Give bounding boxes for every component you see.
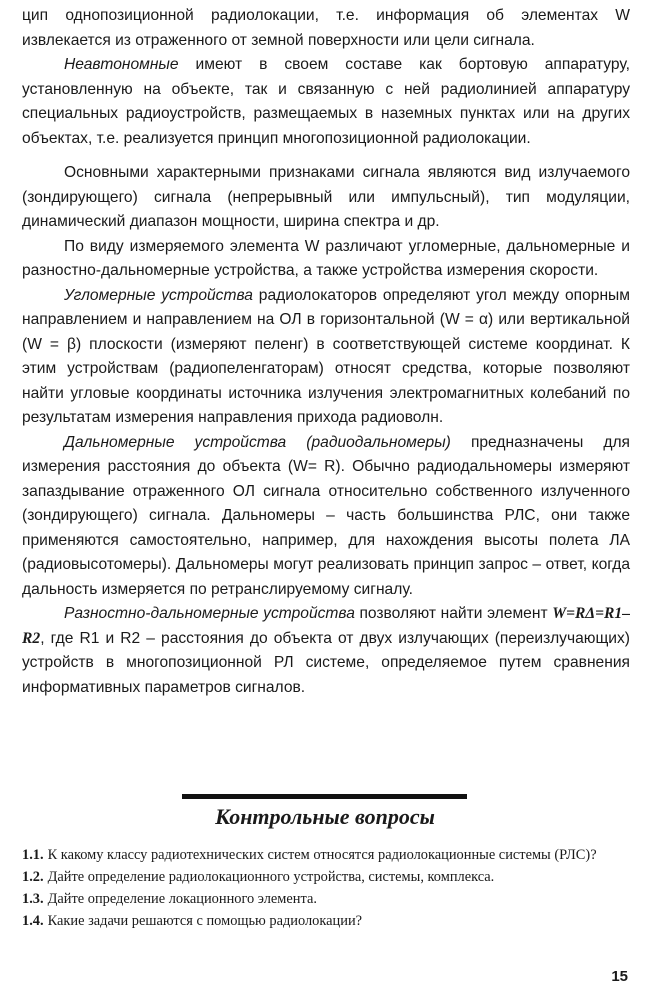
question-number: 1.4. — [22, 913, 44, 929]
question-number: 1.2. — [22, 869, 44, 885]
body-text — [22, 4, 630, 700]
paragraph-difference-rangefinder-text2: , где R1 и R2 – расстояния до объекта от двух излучающих (переизлучающих) устройств в многопозиционной РЛ системе, определяемое путем сравнения информативных параметров сигналов. — [22, 629, 630, 696]
formula-w: W=RΔ=R1–R2 — [22, 605, 631, 647]
questions-list — [22, 844, 630, 932]
term-difference-rangefinder: Разностно-дальномерные устройства — [64, 605, 355, 622]
section-rule — [182, 794, 467, 799]
paragraph-difference-rangefinder-text1: позволяют найти элемент — [354, 605, 553, 622]
question-item — [22, 888, 630, 910]
question-text: Дайте определение локационного элемента. — [47, 891, 317, 907]
paragraph-goniometric-text: радиолокаторов определяют угол между опорным направлением и направлением на ОЛ в горизонтальной (W = α) или вертикальной (W = β) плоскости (измеряют пеленг) в соответствующей системе координат. К этим устройствам (радиопеленгаторам) относят средства, которые позволяют найти угловые координаты источника излучения электромагнитных колебаний по результатам измерения направления прихода радиоволн. — [22, 286, 630, 426]
paragraph-continuation: цип однопозиционной радиолокации, т.е. информация об элементах W извлекается из отраженного от земной поверхности или цели сигнала. — [22, 7, 630, 49]
question-number: 1.3. — [22, 891, 44, 907]
question-number: 1.1. — [22, 847, 44, 863]
question-item — [22, 866, 630, 888]
paragraph-difference-rangefinder — [22, 602, 630, 700]
paragraph-signal-features: Основными характерными признаками сигнала являются вид излучаемого (зондирующего) сигнала (непрерывный или импульсный), тип модуляции, динамический диапазон мощности, ширина спектра и др. — [22, 164, 630, 230]
page-number: 15 — [611, 968, 628, 985]
question-text: Дайте определение радиолокационного устройства, системы, комплекса. — [47, 869, 495, 885]
paragraph-measured-element: По виду измеряемого элемента W различают угломерные, дальномерные и разностно-дальномерные устройства, а также устройства измерения скорости. — [22, 237, 630, 279]
paragraph-non-autonomous-text: имеют в своем составе как бортовую аппаратуру, установленную на объекте, так и связанную с ней радиолинией аппаратуру специальных радиоустройств, размещаемых в наземных пунктах или на других объектах, т.е. реализуется принцип многопозиционной радиолокации. — [22, 56, 630, 147]
paragraph-non-autonomous — [22, 53, 630, 151]
question-text: К какому классу радиотехнических систем относятся радиолокационные системы (РЛС)? — [47, 847, 597, 863]
paragraph-rangefinder — [22, 431, 630, 603]
question-item — [22, 844, 630, 866]
paragraph-goniometric — [22, 284, 630, 431]
term-goniometric: Угломерные устройства — [64, 286, 253, 304]
paragraph-rangefinder-text: предназначены для измерения расстояния до объекта (W= R). Обычно радиодальномеры измеряют запаздывание отраженного ОЛ сигнала относительно собственного излученного (зондирующего) сигнала. Дальномеры – часть большинства РЛС, они также применяются самостоятельно, например, для нахождения высоты полета ЛА (радиовысотомеры). Дальномеры могут реализовать принцип запрос – ответ, когда дальность измеряется по ретранслируемому сигналу. — [22, 433, 631, 598]
question-text: Какие задачи решаются с помощью радиолокации? — [47, 913, 363, 929]
section-title: Контрольные вопросы — [215, 804, 435, 829]
term-non-autonomous: Неавтономные — [64, 56, 179, 73]
question-item — [22, 910, 630, 932]
term-rangefinder: Дальномерные устройства (радиодальномеры) — [64, 433, 451, 451]
